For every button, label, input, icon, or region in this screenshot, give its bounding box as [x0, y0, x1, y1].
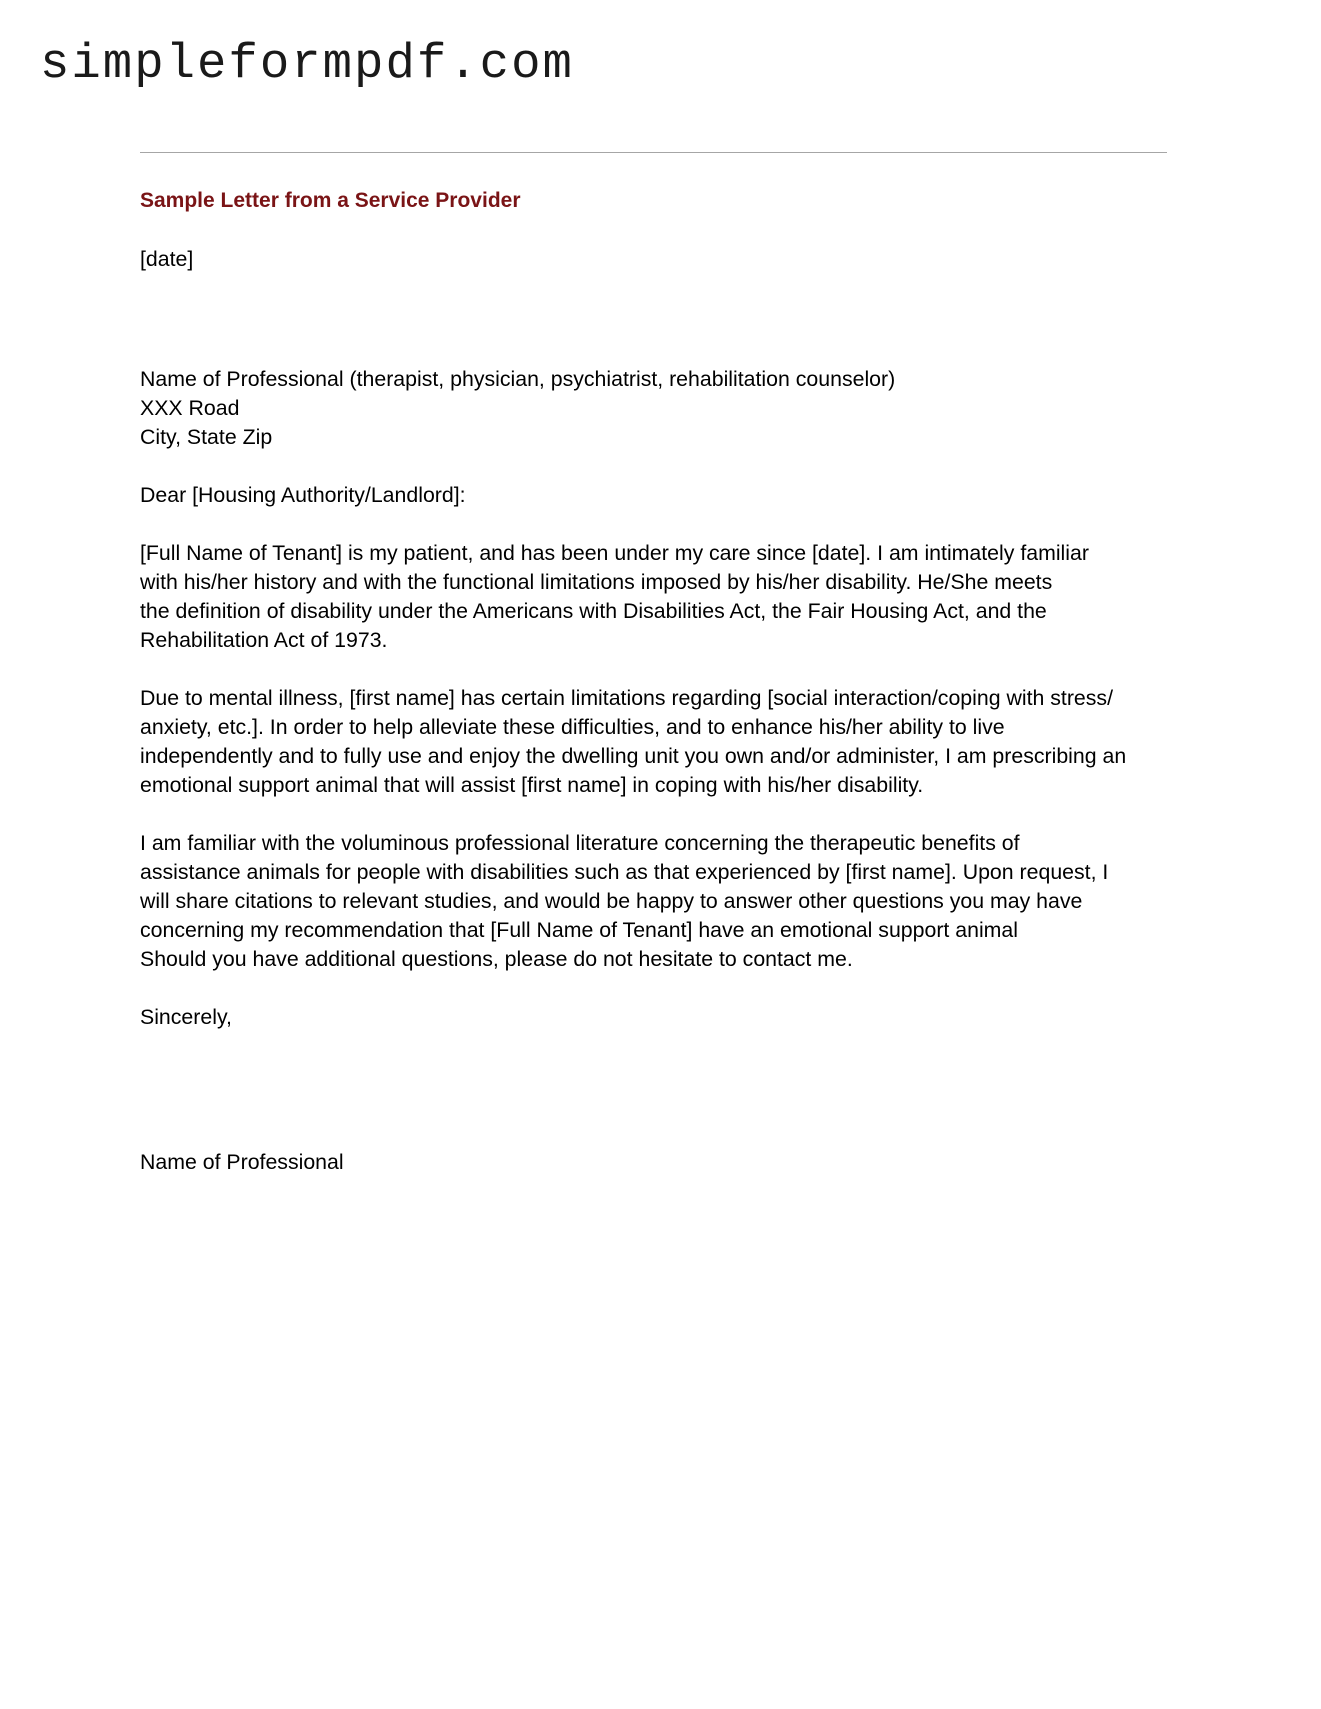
sender-city-line: City, State Zip — [140, 425, 273, 449]
closing: Sincerely, — [140, 1005, 232, 1029]
sender-name-line: Name of Professional (therapist, physician, psychiatrist, rehabilitation counselor) — [140, 367, 896, 391]
paragraph-patient-status: [Full Name of Tenant] is my patient, and has been under my care since [date]. I am intimately familiar with his/her history and with the functional limitations imposed by his/her disability. He/She meets the definition of disability under the Americans with Disabilities Act, the Fair Housing Act, and the Rehabilitation Act of 1973. — [140, 541, 1089, 652]
paragraph-literature: I am familiar with the voluminous professional literature concerning the therapeutic benefits of assistance animals for people with disabilities such as that experienced by [first name]. Upon request, I will share citations to relevant studies, and would be happy to answer other questions you may have concerning my recommendation that [Full Name of Tenant] have an emotional support animal Should you have additional questions, please do not hesitate to contact me. — [140, 831, 1109, 971]
letter-title: Sample Letter from a Service Provider — [140, 189, 521, 212]
paragraph-prescription: Due to mental illness, [first name] has certain limitations regarding [social interaction/coping with stress/ anxiety, etc.]. In order to help alleviate these difficulties, and to enhance his/her ability to live independently and to fully use and enjoy the dwelling unit you own and/or administer, I am prescribing an emotional support animal that will assist [first name] in coping with his/her disability. — [140, 686, 1127, 797]
signature-name: Name of Professional — [140, 1150, 344, 1174]
site-watermark: simpleformpdf.com — [40, 36, 574, 92]
sender-street-line: XXX Road — [140, 396, 240, 420]
sender-address-block — [140, 365, 1170, 452]
header-divider — [140, 152, 1167, 153]
letter-body — [140, 186, 1170, 1177]
letter-date: [date] — [140, 247, 194, 271]
salutation: Dear [Housing Authority/Landlord]: — [140, 483, 466, 507]
